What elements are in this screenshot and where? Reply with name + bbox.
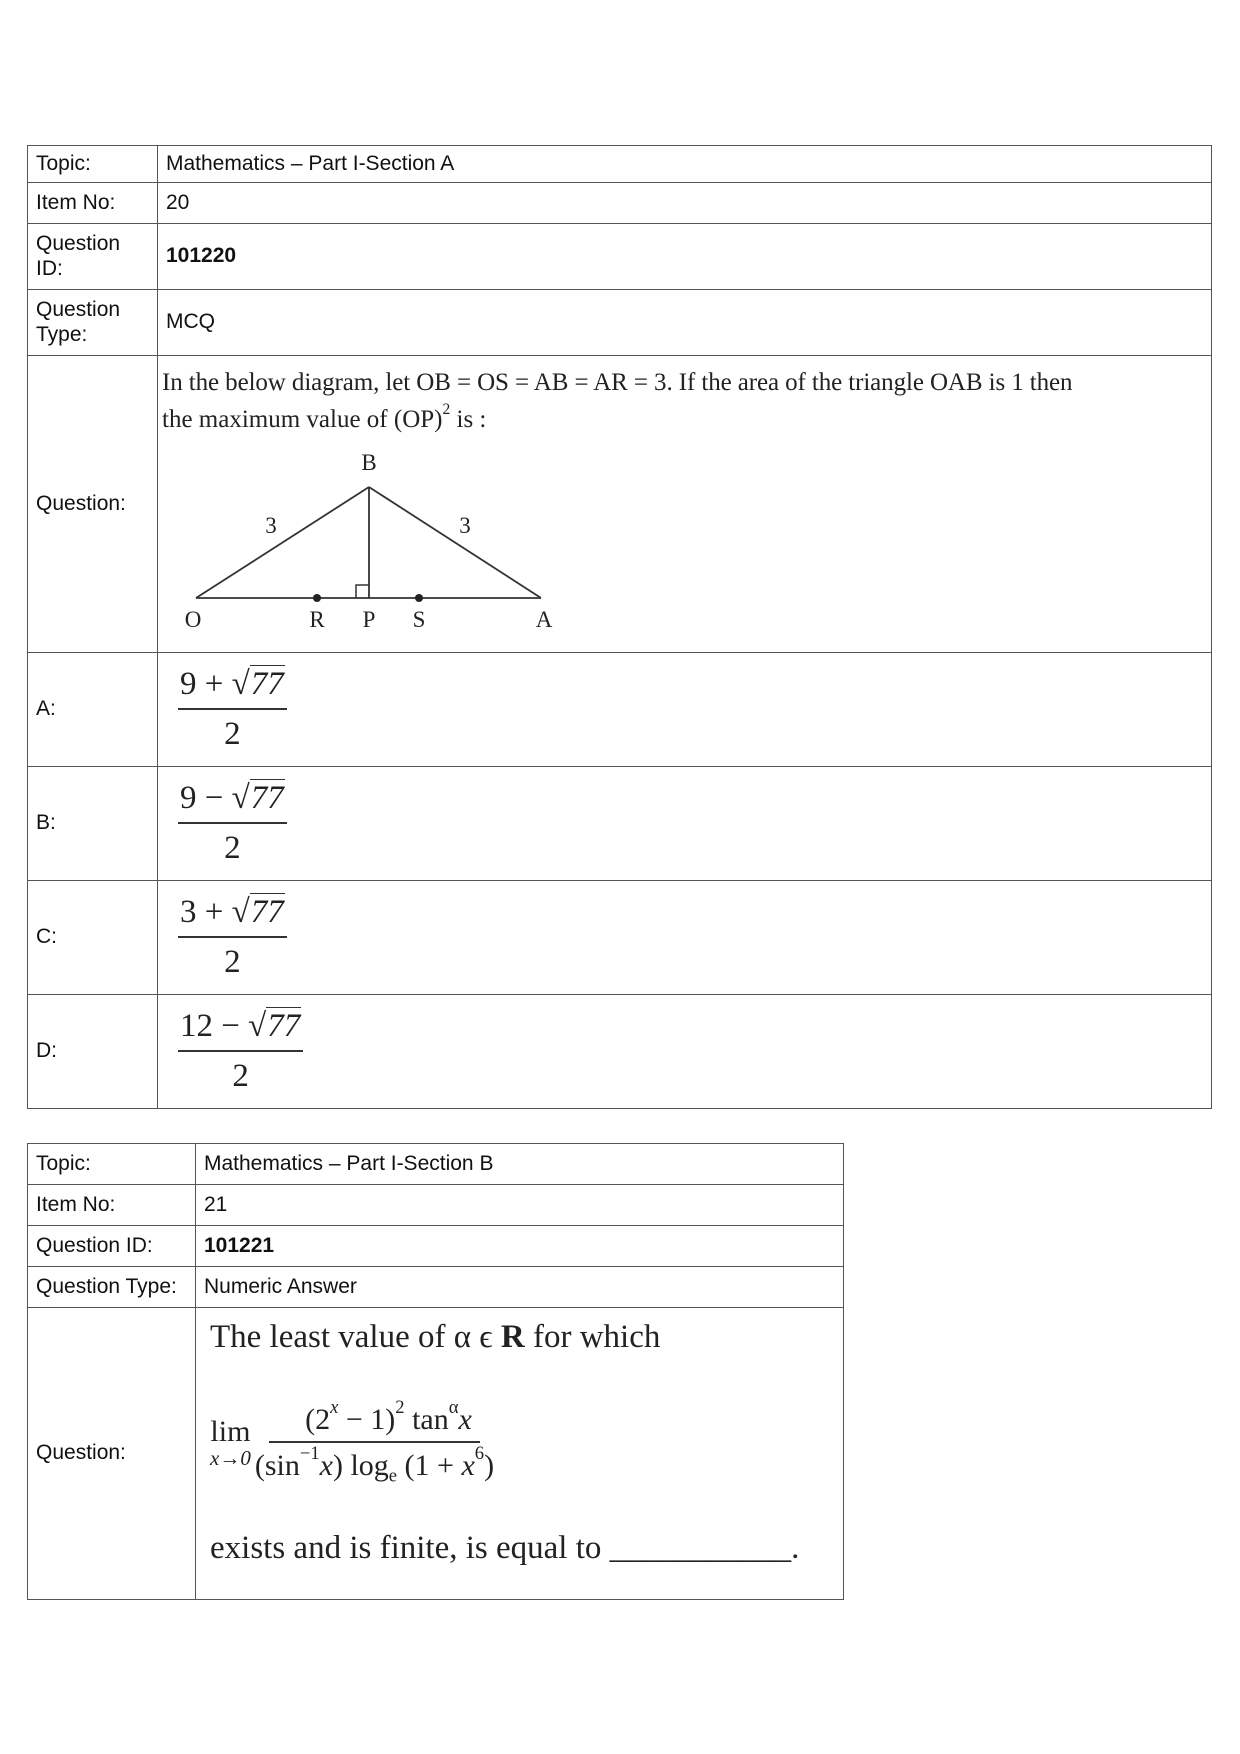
label-A: A [535, 607, 553, 632]
label-O: O [184, 607, 202, 632]
fraction-numerator: $(2^x - 1)^2$ $\tan^\alpha x$ [269, 1403, 480, 1444]
limit-fraction [254, 1396, 495, 1487]
item-label: Item No: [28, 183, 158, 224]
limit-operator: lim x→0 [210, 1415, 251, 1470]
limit-expression [210, 1398, 835, 1488]
question-table-20 [27, 145, 1212, 1109]
topic-value: Mathematics – Part I-Section A [158, 146, 1212, 183]
question-id-value: 101221 [196, 1226, 844, 1267]
question-table-21 [27, 1143, 844, 1600]
label-S: S [412, 607, 426, 632]
question-line-3: exists and is finite, is equal to ___________. [210, 1530, 800, 1566]
label-side-OB: 3 [265, 513, 277, 538]
question-id-label: Question ID: [28, 224, 158, 290]
topic-label: Topic: [28, 1144, 196, 1185]
item-value: 20 [158, 183, 1212, 224]
question-body [158, 356, 1212, 653]
label-B: B [361, 450, 377, 475]
option-b-value: $\frac{9 - √77}{2}$ [158, 767, 1212, 881]
right-angle-mark [356, 585, 369, 598]
question-id-label: Question ID: [28, 1226, 196, 1267]
fraction-denominator: $(\sin^{-1}x)$ $\log_e (1 + x^6)$ [254, 1443, 495, 1487]
question-line-1: The least value of α ϵ R for which [210, 1319, 661, 1355]
triangle-diagram [160, 438, 590, 644]
question-line-2: the maximum value of (OP)$^2$ is : [162, 400, 487, 433]
question-type-label: Question Type: [28, 290, 158, 356]
option-d-value: $\frac{12 - √77}{2}$ [158, 995, 1212, 1109]
option-a-label: A: [28, 653, 158, 767]
question-body [196, 1308, 844, 1600]
label-P: P [362, 607, 376, 632]
topic-value: Mathematics – Part I-Section B [196, 1144, 844, 1185]
topic-label: Topic: [28, 146, 158, 183]
question-type-label: Question Type: [28, 1267, 196, 1308]
option-c-label: C: [28, 881, 158, 995]
option-c-value: $\frac{3 + √77}{2}$ [158, 881, 1212, 995]
point-R [313, 594, 321, 602]
label-R: R [309, 607, 325, 632]
option-d-label: D: [28, 995, 158, 1109]
question-text [158, 356, 1211, 438]
question-id-value: 101220 [158, 224, 1212, 290]
point-S [415, 594, 423, 602]
option-b-label: B: [28, 767, 158, 881]
side-OB [196, 487, 369, 598]
item-label: Item No: [28, 1185, 196, 1226]
question-label: Question: [28, 356, 158, 653]
question-label: Question: [28, 1308, 196, 1600]
question-line-1: In the below diagram, let OB = OS = AB = AR = 3. If the area of the triangle OAB is 1 then [162, 369, 1073, 396]
option-a-value: $\frac{9 + √77}{2}$ [158, 653, 1212, 767]
question-type-value: MCQ [158, 290, 1212, 356]
label-side-AB: 3 [459, 513, 471, 538]
question-type-value: Numeric Answer [196, 1267, 844, 1308]
item-value: 21 [196, 1185, 844, 1226]
side-AB [369, 487, 541, 598]
